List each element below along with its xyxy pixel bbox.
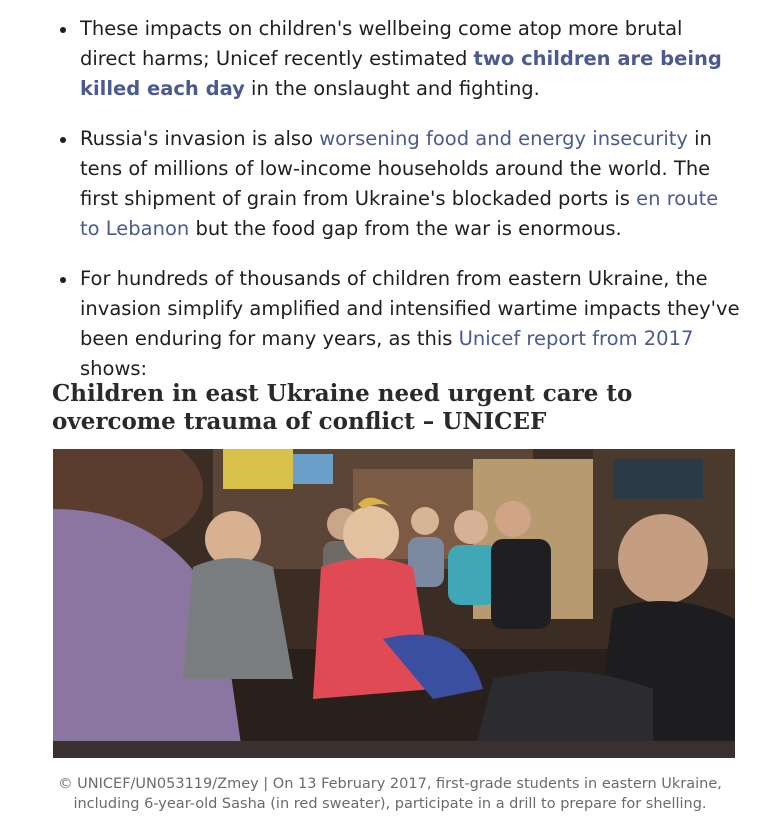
bullet-item-1 <box>0 14 780 104</box>
bullet-item-3 <box>0 264 780 384</box>
link-unicef-report-2017[interactable]: Unicef report from 2017 <box>458 327 694 350</box>
bullet-text: These impacts on children's wellbeing come atop more brutal direct harms; Unicef recently estimated <box>80 17 683 70</box>
bullet-text: in the onslaught and fighting. <box>244 77 540 100</box>
embed-title[interactable]: Children in east Ukraine need urgent care to overcome trauma of conflict – UNICEF <box>52 380 633 435</box>
bullet-text: Russia's invasion is also <box>80 127 320 150</box>
photo-caption: © UNICEF/UN053119/Zmey | On 13 February 2017, first-grade students in eastern Ukraine, including 6-year-old Sasha (in red sweater), participate in a drill to prepare for shelling. <box>58 776 722 812</box>
bullet-dot <box>60 137 66 143</box>
bullet-item-2 <box>0 124 780 244</box>
embed-photo[interactable] <box>53 449 735 758</box>
bullet-dot <box>60 27 66 33</box>
bullet-text: shows: <box>80 357 148 380</box>
link-food-energy-insecurity[interactable]: worsening food and energy insecurity <box>319 127 688 150</box>
bullet-text: For hundreds of thousands of children from eastern Ukraine, the invasion simplify amplified and intensified wartime impacts they've been enduring for many years, as this <box>80 267 740 350</box>
bullet-dot <box>60 277 66 283</box>
photo-illustration <box>53 449 735 758</box>
link-en-route-lebanon[interactable]: en route to Lebanon <box>80 187 719 240</box>
bullet-list <box>0 14 780 404</box>
link-two-children-killed[interactable]: two children are being killed each day <box>80 47 722 100</box>
bullet-text: in tens of millions of low-income households around the world. The first shipment of grain from Ukraine's blockaded ports is <box>80 127 712 210</box>
bullet-text: but the food gap from the war is enormous. <box>189 217 622 240</box>
